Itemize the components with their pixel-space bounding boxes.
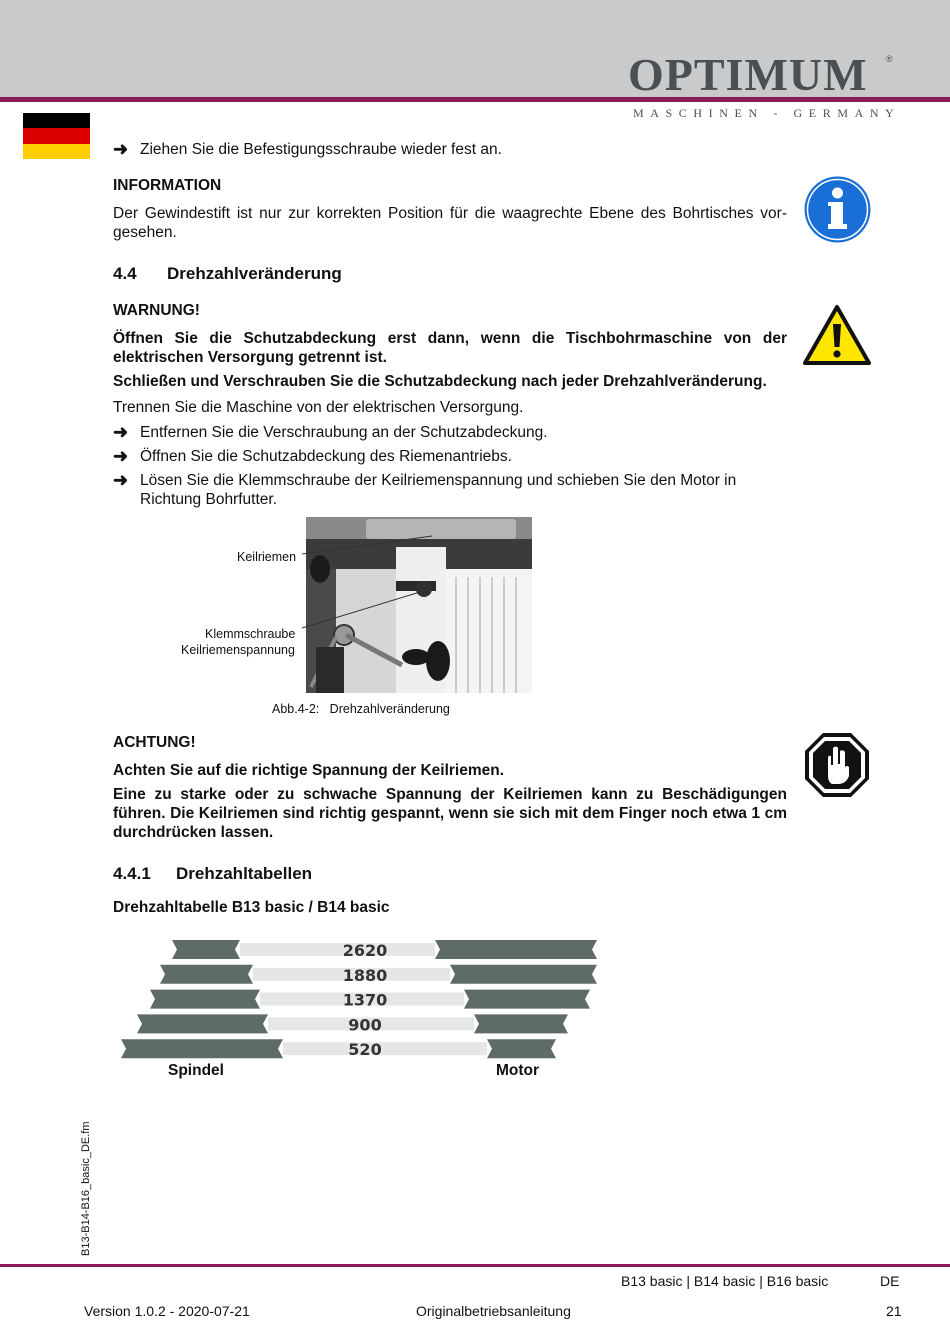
stop-hand-icon	[804, 732, 870, 798]
motor-label: Motor	[496, 1062, 540, 1079]
german-flag-icon	[23, 113, 90, 159]
spindle-label: Spindel	[168, 1062, 224, 1079]
step-text: Entfernen Sie die Verschraubung an der Schutzabdeckung.	[140, 424, 548, 441]
warning-text: Öffnen Sie die Schutzabdeckung erst dann, wenn die Tischbohrmaschine von der elektrischen Versorgung getrennt ist.	[113, 330, 787, 366]
info-text: Der Gewindestift ist nur zur korrekten Position für die waagrechte Ebene des Bohrtisches vor-gesehen.	[113, 205, 787, 241]
caution-text-2: Eine zu starke oder zu schwache Spannung der Keilriemen kann zu Beschädigungen führen. Die Keilriemen sind richtig gespannt, wenn sie sich mit dem Finger noch etwa 1 cm durchdrücken lassen.	[113, 786, 787, 841]
info-title: INFORMATION	[113, 177, 222, 194]
speed-value: 900	[348, 1015, 382, 1035]
step-text: Lösen Sie die Klemmschraube der Keilriemenspannung und schieben Sie den Motor in Richtung Bohrfutter.	[140, 472, 737, 508]
table-title: Drehzahltabelle B13 basic / B14 basic	[113, 899, 390, 916]
speed-table-chart	[0, 930, 700, 1065]
warning-text-2: Schließen und Verschrauben Sie die Schutzabdeckung nach jeder Drehzahlveränderung.	[113, 373, 767, 390]
motor-pulley-step	[474, 1014, 568, 1033]
spindle-pulley-step	[137, 1014, 268, 1033]
caution-text: Achten Sie auf die richtige Spannung der Keilriemen.	[113, 762, 505, 779]
footer-doc-type: Originalbetriebsanleitung	[416, 1303, 571, 1319]
arrow-icon: ➜	[113, 139, 129, 159]
figure-label-tension: Keilriemenspannung	[181, 643, 295, 657]
speed-value: 1880	[342, 965, 388, 985]
footer-language: DE	[880, 1273, 900, 1289]
arrow-icon: ➜	[113, 446, 129, 466]
motor-pulley-step	[464, 990, 590, 1009]
belt-band	[283, 1042, 487, 1055]
step-text: Öffnen Sie die Schutzabdeckung des Riemenantriebs.	[140, 448, 512, 465]
footer-version: Version 1.0.2 - 2020-07-21	[84, 1303, 250, 1319]
spindle-pulley-step	[150, 990, 260, 1009]
leader-lines	[300, 530, 440, 660]
footer-page-number: 21	[886, 1303, 902, 1319]
brand-logo: OPTIMUM	[628, 49, 868, 100]
belt-band	[240, 943, 435, 956]
information-icon	[804, 176, 871, 243]
arrow-icon: ➜	[113, 422, 129, 442]
section-number: 4.4	[113, 264, 137, 283]
figure-caption: Abb.4-2: Drehzahlveränderung	[272, 702, 450, 716]
footer-models: B13 basic | B14 basic | B16 basic	[621, 1273, 829, 1289]
caution-title: ACHTUNG!	[113, 734, 196, 751]
spindle-pulley-step	[172, 940, 240, 959]
subsection-title: Drehzahltabellen	[176, 864, 313, 883]
speed-value: 2620	[342, 941, 388, 960]
filename-label: B13-B14-B16_basic_DE.fm	[80, 1121, 92, 1256]
brand-subtitle: MASCHINEN - GERMANY	[633, 106, 901, 120]
motor-pulley-step	[435, 940, 597, 959]
footer-accent-line	[0, 1264, 950, 1267]
speed-value: 1370	[342, 990, 388, 1010]
figure-label-screw: Klemmschraube	[205, 627, 296, 641]
registered-mark: ®	[886, 54, 893, 64]
step-text: Ziehen Sie die Befestigungsschraube wieder fest an.	[140, 141, 502, 158]
warning-title: WARNUNG!	[113, 302, 200, 319]
motor-pulley-step	[450, 965, 597, 984]
motor-pulley-step	[487, 1039, 556, 1058]
warning-icon	[802, 304, 872, 366]
speed-value: 520	[348, 1040, 382, 1060]
subsection-number: 4.4.1	[113, 864, 151, 883]
spindle-pulley-step	[160, 965, 253, 984]
instruction-text: Trennen Sie die Maschine von der elektrischen Versorgung.	[113, 399, 524, 416]
section-title: Drehzahlveränderung	[167, 264, 342, 283]
arrow-icon: ➜	[113, 470, 129, 490]
figure-label-belt: Keilriemen	[237, 550, 297, 564]
spindle-pulley-step	[121, 1039, 283, 1058]
